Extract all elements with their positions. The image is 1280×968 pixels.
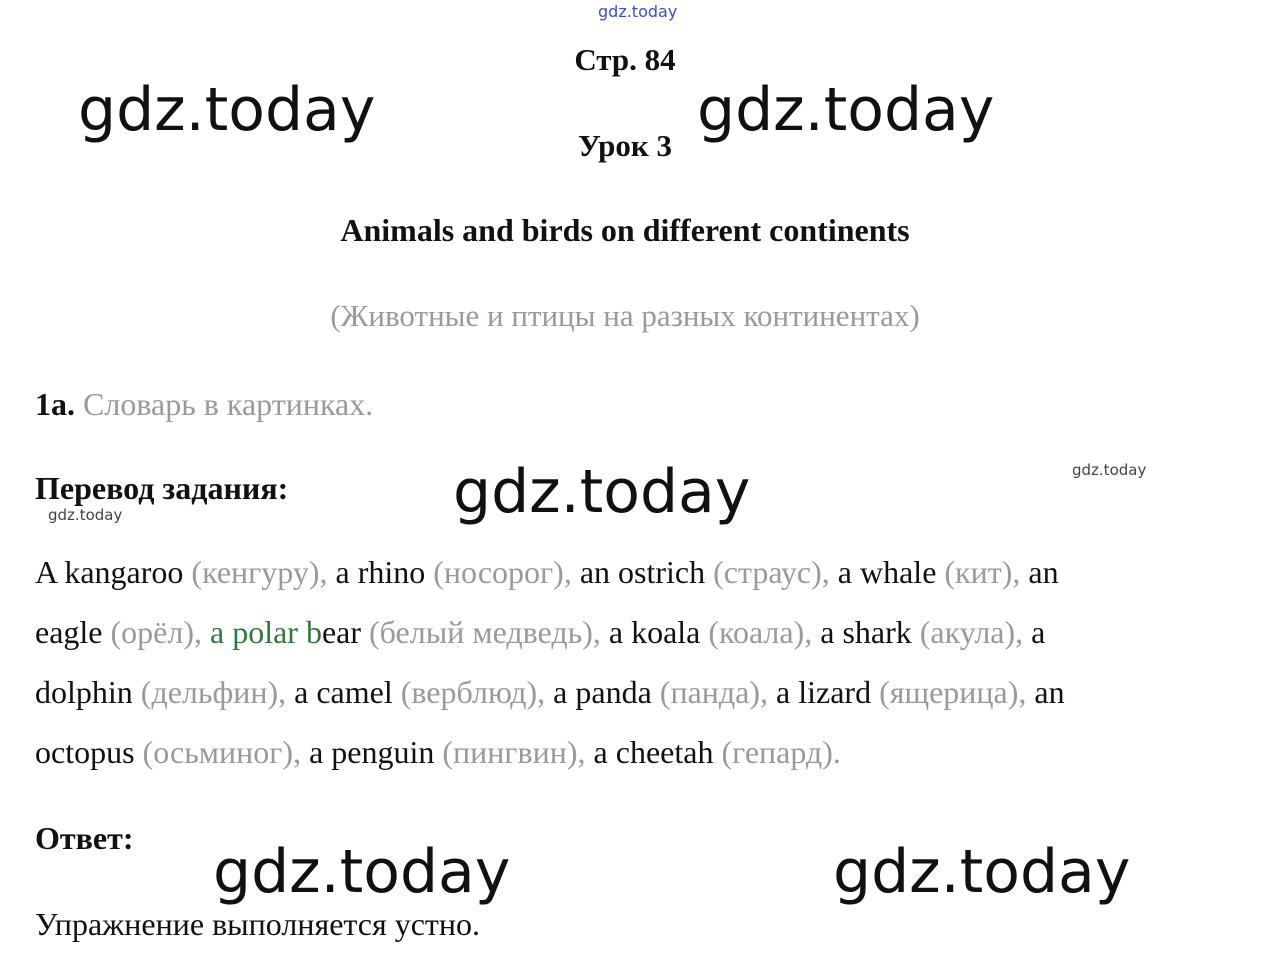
translation-text: (осьминог),: [142, 734, 310, 770]
english-word: a lizard: [776, 674, 880, 710]
translation-text: (страус),: [713, 554, 838, 590]
lesson-title: Урок 3: [577, 128, 673, 163]
watermark-small: gdz.today: [48, 506, 123, 524]
english-word: ear: [321, 614, 369, 650]
answer-text: Упражнение выполняется устно.: [35, 906, 480, 942]
translation-text: (кенгуру),: [191, 554, 336, 590]
translation-text: (кит),: [944, 554, 1029, 590]
english-word: a cheetah: [593, 734, 722, 770]
english-word: a koala: [608, 614, 709, 650]
translation-text: (коала),: [708, 614, 821, 650]
english-word: dolphin: [35, 674, 141, 710]
english-word: a: [1031, 614, 1046, 650]
english-word: an: [1028, 554, 1059, 590]
task-heading: [35, 386, 373, 423]
watermark-big: gdz.today: [697, 75, 995, 145]
english-word: a rhino: [335, 554, 434, 590]
english-word: octopus: [35, 734, 143, 770]
watermark-small: gdz.today: [1072, 461, 1147, 479]
watermark-big: gdz.today: [78, 75, 376, 145]
page-number: Стр. 84: [574, 42, 676, 77]
translation-text: (ящерица),: [879, 674, 1035, 710]
english-word: a polar b: [209, 614, 322, 650]
task-description: Словарь в картинках.: [83, 386, 374, 422]
english-word: a camel: [294, 674, 401, 710]
vocabulary-line: [35, 676, 1065, 708]
translation-text: (носорог),: [433, 554, 580, 590]
vocabulary-line: [35, 616, 1045, 648]
english-word: A kangaroo: [35, 554, 192, 590]
translation-text: (акула),: [919, 614, 1032, 650]
translation-text: (пингвин),: [442, 734, 594, 770]
watermark-big: gdz.today: [453, 457, 751, 527]
lesson-topic-ru: (Животные и птицы на разных континентах): [330, 298, 920, 333]
english-word: an ostrich: [579, 554, 714, 590]
translation-text: (гепард).: [721, 734, 841, 770]
english-word: a panda: [553, 674, 660, 710]
english-word: eagle: [35, 614, 111, 650]
watermark-big: gdz.today: [833, 837, 1131, 907]
translation-text: (белый медведь),: [369, 614, 609, 650]
english-word: a shark: [820, 614, 920, 650]
vocabulary-line: [35, 736, 841, 768]
english-word: a penguin: [309, 734, 443, 770]
answer-label: Ответ:: [35, 820, 134, 856]
translation-text: (орёл),: [110, 614, 210, 650]
task-number: 1a.: [35, 386, 75, 422]
english-word: an: [1034, 674, 1065, 710]
lesson-topic-en: Animals and birds on different continents: [340, 212, 910, 248]
watermark-big: gdz.today: [213, 837, 511, 907]
vocabulary-line: [35, 556, 1059, 588]
translation-text: (панда),: [659, 674, 777, 710]
translation-text: (верблюд),: [400, 674, 554, 710]
watermark-top: gdz.today: [598, 2, 678, 21]
english-word: a whale: [837, 554, 945, 590]
translation-text: (дельфин),: [140, 674, 295, 710]
translation-label: Перевод задания:: [35, 470, 289, 506]
